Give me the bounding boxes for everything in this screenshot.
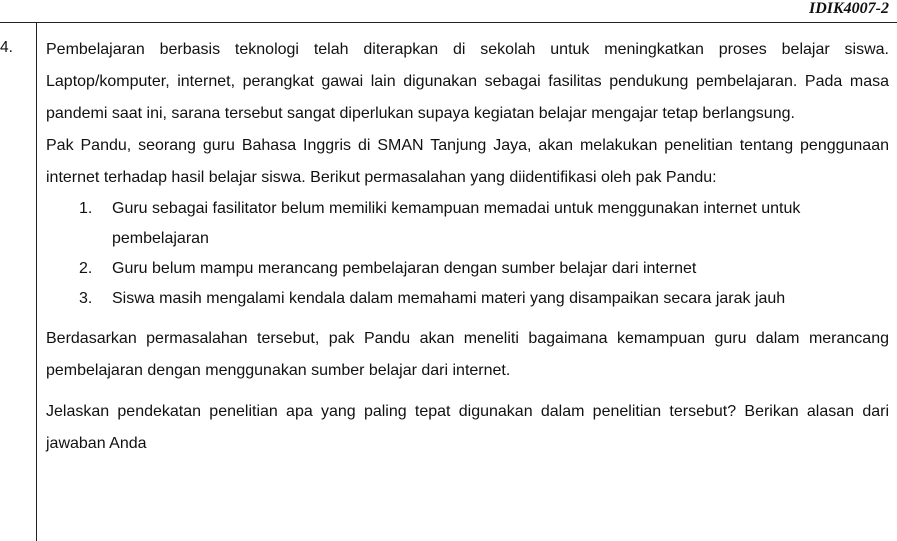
list-item xyxy=(46,194,889,254)
problem-list xyxy=(46,194,889,314)
list-item-number: 3. xyxy=(79,290,93,307)
list-item xyxy=(46,284,889,314)
paragraph-context: Pembelajaran berbasis teknologi telah diterapkan di sekolah untuk meningkatkan proses belajar siswa. Laptop/komputer, internet, perangkat gawai lain digunakan sebagai fasilitas pendukung pembelajaran. Pada masa pandemi saat ini, sarana tersebut sangat diperlukan supaya kegiatan belajar mengajar tetap berlangsung. xyxy=(46,41,889,122)
list-item-text: Guru sebagai fasilitator belum memiliki kemampuan memadai untuk menggunakan internet untuk pembelajaran xyxy=(112,200,801,247)
table-top-border xyxy=(0,22,897,23)
paragraph-case: Pak Pandu, seorang guru Bahasa Inggris di SMAN Tanjung Jaya, akan melakukan penelitian tentang penggunaan internet terhadap hasil belajar siswa. Berikut permasalahan yang diidentifikasi oleh pak Pandu: xyxy=(46,137,889,186)
list-item xyxy=(46,254,889,284)
list-item-text: Siswa masih mengalami kendala dalam memahami materi yang disampaikan secara jarak jauh xyxy=(112,290,786,307)
table-column-divider xyxy=(36,22,37,541)
list-item-number: 2. xyxy=(79,260,93,277)
paragraph-prompt: Jelaskan pendekatan penelitian apa yang paling tepat digunakan dalam penelitian tersebut? Berikan alasan dari jawaban Anda xyxy=(46,403,889,452)
document-code: IDIK4007-2 xyxy=(808,0,889,17)
list-item-text: Guru belum mampu merancang pembelajaran dengan sumber belajar dari internet xyxy=(112,260,697,277)
question-body xyxy=(46,34,889,460)
list-item-number: 1. xyxy=(79,200,93,217)
question-number: 4. xyxy=(0,39,13,56)
paragraph-focus: Berdasarkan permasalahan tersebut, pak Pandu akan meneliti bagaimana kemampuan guru dalam merancang pembelajaran dengan menggunakan sumber belajar dari internet. xyxy=(46,330,889,379)
